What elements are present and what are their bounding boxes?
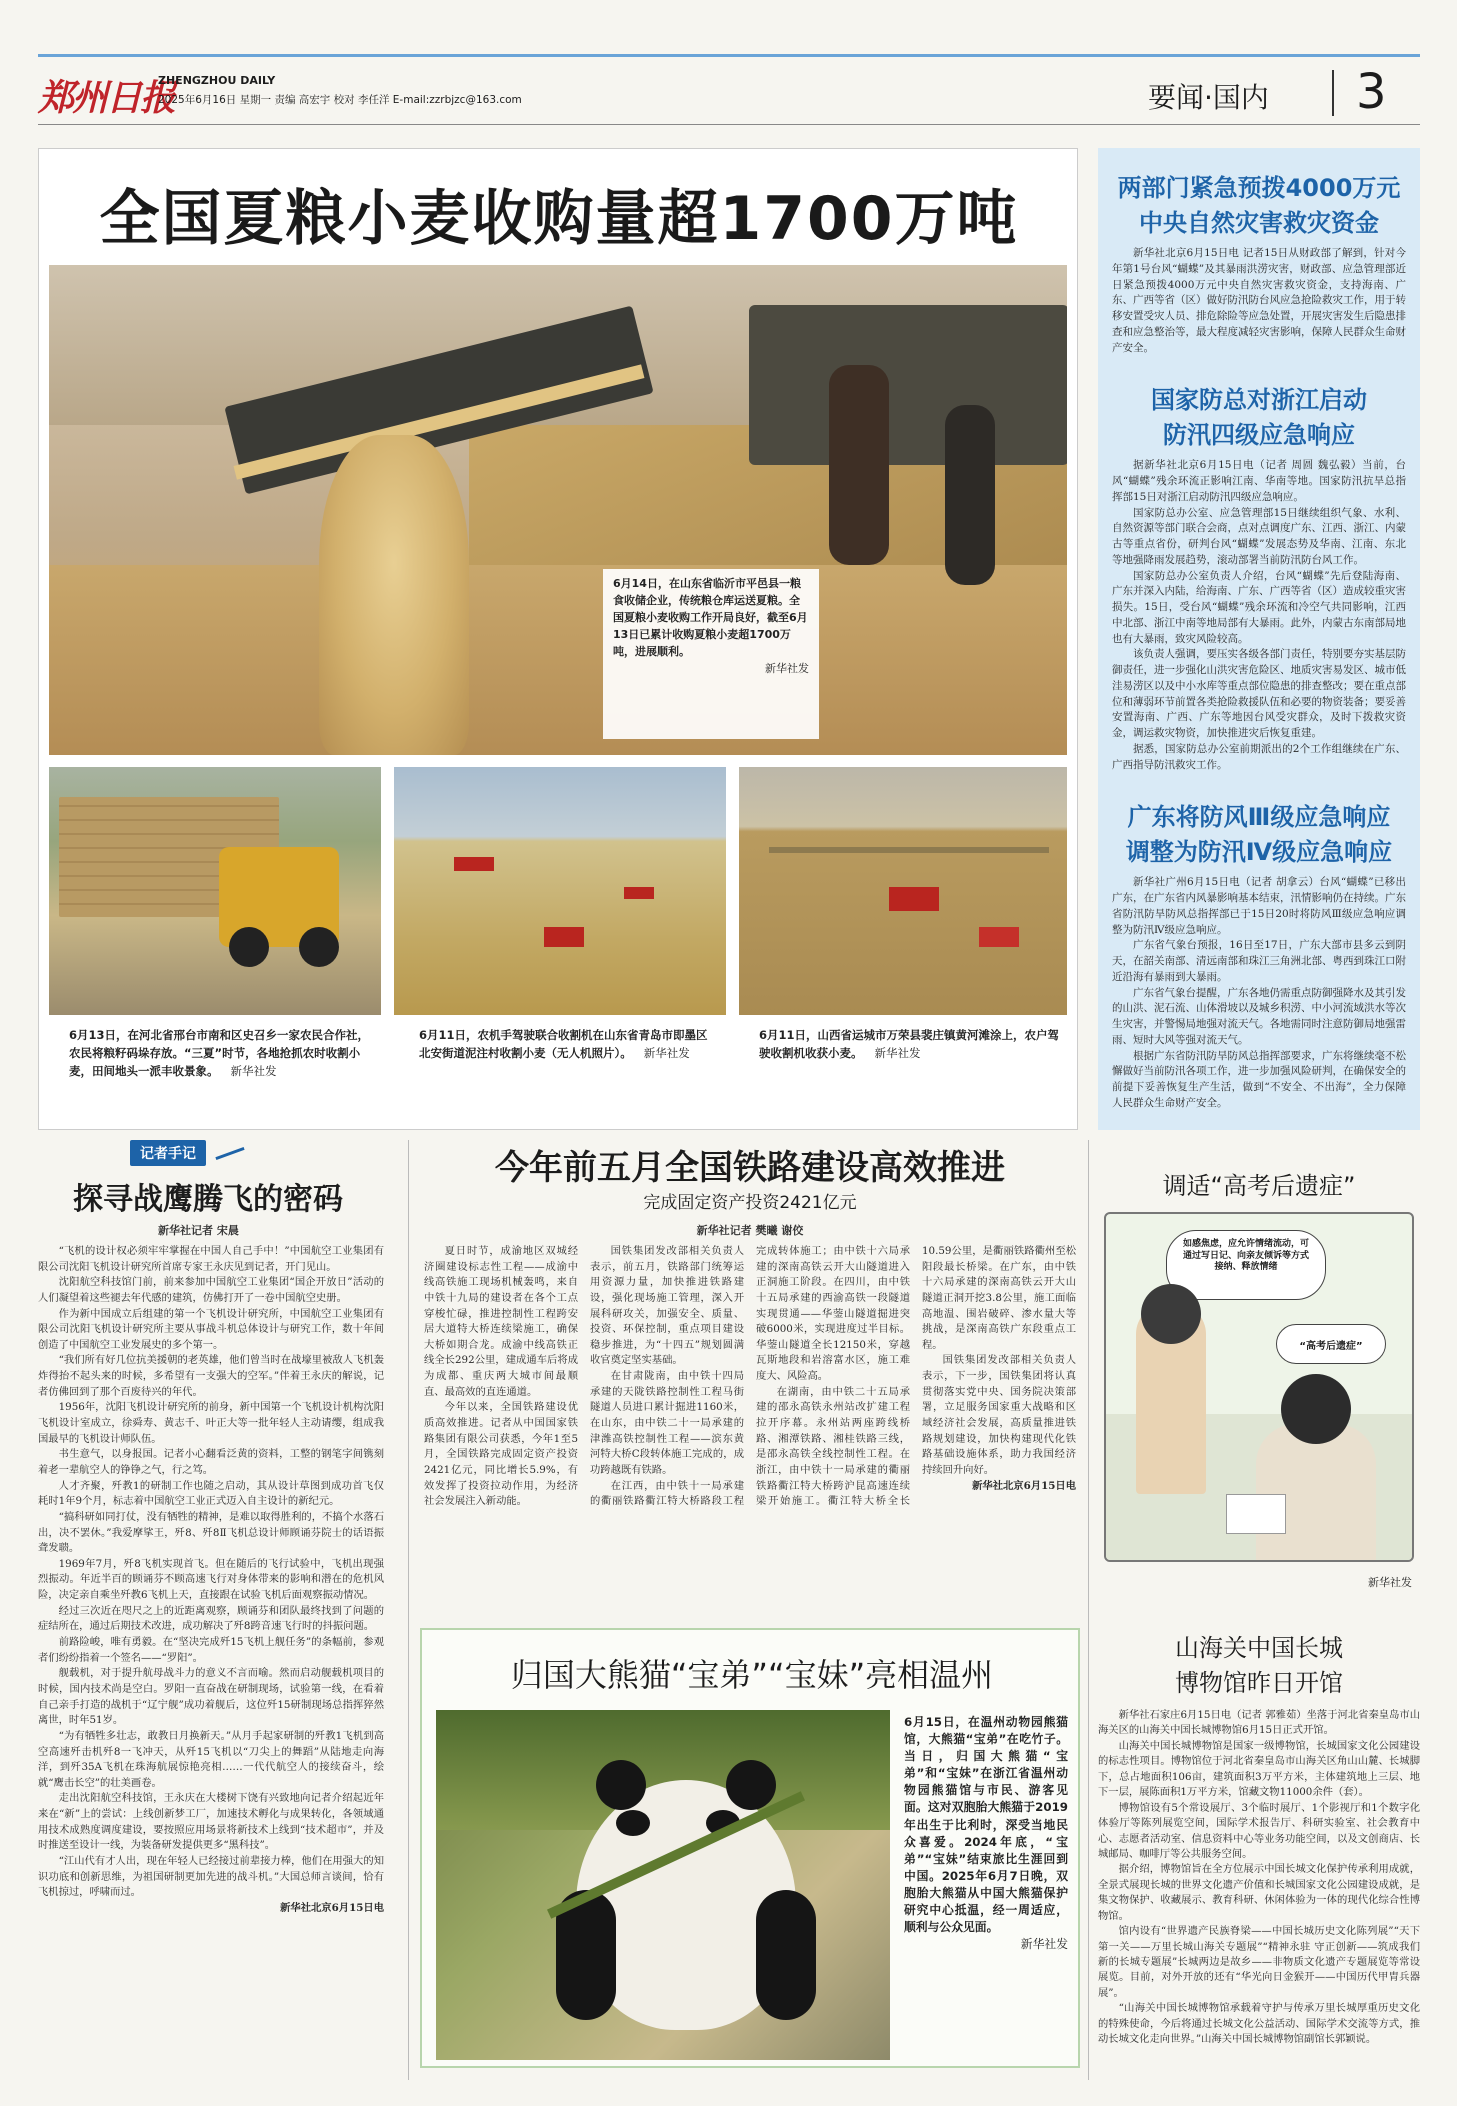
- speech-bubble: 如感焦虑，应允许情绪流动，可通过写日记、向亲友倾诉等方式接纳、释放情绪: [1166, 1230, 1326, 1300]
- main-photo-caption: 6月14日，在山东省临沂市平邑县一粮食收储企业，传统粮仓库运送夏粮。全国夏粮小麦收购工作开局良好，截至6月13日已累计收购夏粮小麦超1700万吨，进展顺利。: [613, 577, 808, 659]
- reporter-note: [38, 1140, 398, 2080]
- panda-headline: 归国大熊猫“宝弟”“宝妹”亮相温州: [510, 1656, 994, 1694]
- side3-headline-2: 调整为防汛Ⅳ级应急响应: [1125, 838, 1393, 867]
- student-figure: [1256, 1424, 1376, 1562]
- railway-byline: 新华社记者 樊曦 谢佼: [696, 1224, 804, 1237]
- greatwall-body: 新华社石家庄6月15日电（记者 郭雅茹）坐落于河北省秦皇岛市山海关区的山海关中国长城博物馆6月15日正式开馆。 山海关中国长城博物馆是国家一级博物馆，长城国家文化公园建设的标志性项目。博物馆位于河北省秦皇岛市山海关区角山山麓、长城脚下，总占地面积106亩，建筑面积3万平方米，主体建筑地上三层、地下一层，展陈面积1万平方米，馆藏文物11000余件（套）。 博物馆设有5个常设展厅、3个临时展厅、1个影视厅和1个数字化体验厅等陈列展览空间，国际学术报告厅、科研实验室、社会教育中心、志愿者活动室、信息资料中心等业务功能空间，以及文创商店、长城邮局、咖啡厅等公共服务空间。 据介绍，博物馆旨在全方位展示中国长城文化保护传承利用成就，全景式展现长城的世界文化遗产价值和长城国家文化公园建设成就，是集文物保护、收藏展示、教育科研、休闲体验为一体的现代化综合性博物馆。 馆内设有“世界遗产民族脊梁——中国长城历史文化陈列展”“天下第一关——万里长城山海关专题展”“精神永驻 守正创新——筑成我们新的长城专题展”长城两边是故乡——非物质文化遗产专题展览等常设展览。目前，对外开放的还有“华光向日金猴开——中国历代甲胄兵器展”。 “山海关中国长城博物馆承载着守护与传承万里长城厚重历史文化的特殊使命，今后将通过长城文化公益活动、国际学术交流等方式，推动长城文化走向世界。”山海关中国长城博物馆副馆长郭颖说。: [1098, 1709, 1420, 2046]
- main-photo-credit: 新华社发: [765, 662, 809, 676]
- reporter-note-body: “飞机的设计权必须牢牢掌握在中国人自己手中！”中国航空工业集团有限公司沈阳飞机设计研究所首席专家王永庆见到记者，开门见山。 沈阳航空科技馆门前，前来参加中国航空工业集团“国企开放日”活动的人们凝望着这些褪去年代感的建筑，仿佛打开了一卷中国航空史册。 作为新中国成立后组建的第一个飞机设计研究所，中国航空工业集团有限公司沈阳飞机设计研究所主要从事战斗机总体设计与研究工作，数十年间创造了中国航空工业发展史的多个第一。 “我们所有好几位抗美援朝的老英雄，他们曾当时在战壕里被敌人飞机轰炸得抬不起头来的时候，多希望有一支强大的空军。”伴着王永庆的解说，记者仿佛回到了那个百废待兴的年代。 1956年，沈阳飞机设计研究所的前身，新中国第一个飞机设计机构沈阳飞机设计室成立，徐舜寿、黄志千、叶正大等一批年轻人主动请缨，组成我国最早的飞机设计师队伍。 书生意气，以身报国。记者小心翻看泛黄的资料，工整的钢笔字间镌刻着老一辈航空人的铮铮之气，行之笃。 人才齐聚，歼教1的研制工作也随之启动，其从设计草图到成功首飞仅耗时1年9个月，标志着中国航空工业正式迈入自主设计的新纪元。 “搞科研如同打仗，没有牺牲的精神，是难以取得胜利的，不搞个水落石出，决不罢休。”我爱摩挲王，歼8、歼8Ⅱ飞机总设计师顾诵芬院士的话语振聋发聩。 1969年7月，歼8飞机实现首飞。但在随后的飞行试验中，飞机出现强烈振动。年近半百的顾诵芬不顾高速飞行对身体带来的影响和潜在的危机风险，决定亲自乘坐歼教6飞机上天，直接跟在试验飞机后面观察振动情况。 经过三次近在咫尺之上的近距离观察，顾诵芬和团队最终找到了问题的症结所在，通过后期技术改进，成功解决了歼8跨音速飞行时的抖振问题。 前路险峻，唯有勇毅。在“坚决完成歼15飞机上舰任务”的条幅前，参观者们纷纷指着一个签名——“罗阳”。 舰载机，对于提升航母战斗力的意义不言而喻。然而启动舰载机项目的时候，国内技术尚是空白。罗阳一直奋战在研制现场，试验第一线，在看着自己亲手打造的战机于“辽宁舰”成功着舰后，这位歼15研制现场总指挥猝然离世，时年51岁。 “为有牺牲多壮志，敢教日月换新天。”从月手起家研制的歼教1飞机到高空高速歼击机歼8一飞冲天，从歼15飞机以“刀尖上的舞蹈”从陆地走向海洋，到歼35A飞机在珠海航展惊艳亮相……一代代航空人的接续奋斗，绘就“鹰击长空”的壮美画卷。 走出沈阳航空科技馆，王永庆在大楼树下饶有兴致地向记者介绍起近年来在“新”上的尝试：上线创新梦工厂，加速技术孵化与成果转化，各领域通用技术成熟度调度建设，要按照应用场景将新技术上线到“技术超市”，并及时推送至设计一线，为装备研发提供更多“黑科技”。 “江山代有才人出，现在年轻人已经接过前辈接力棒，他们在用强大的知识功底和创新思维，为祖国研制更加先进的战斗机。”大国总师言谈间，恰有飞机掠过，呼啸而过。 新华社北京6月15日电: [38, 1244, 384, 1917]
- newspaper-logo: 郑州日报: [38, 77, 175, 119]
- side1-headline-1: 两部门紧急预拨4000万元: [1117, 174, 1401, 202]
- railway-subhead: 完成固定资产投资2421亿元: [643, 1193, 857, 1213]
- small-photo-1: [49, 767, 381, 1015]
- greatwall-headline-1: 山海关中国长城: [1175, 1634, 1343, 1662]
- side2-headline-2: 防汛四级应急响应: [1163, 421, 1355, 450]
- side1-headline-2: 中央自然灾害救灾资金: [1139, 209, 1379, 237]
- section-divider: [1332, 70, 1334, 116]
- gaokao-cartoon: [1098, 1140, 1420, 1620]
- small-photo-3: [739, 767, 1067, 1015]
- top-rule: [38, 54, 1420, 57]
- cartoon-frame: [1104, 1212, 1414, 1562]
- reporter-note-tag-label: 记者手记: [130, 1140, 206, 1166]
- masthead-info: 2025年6月16日 星期一 责编 高宏宇 校对 李任洋 E-mail:zzrbjzc@163.com: [158, 94, 522, 106]
- side2-body: 据新华社北京6月15日电（记者 周圆 魏弘毅）当前，台风“蝴蝶”残余环流正影响江南、华南等地。国家防汛抗旱总指挥部15日对浙江启动防汛四级应急响应。 国家防总办公室、应急管理部15日继续组织气象、水利、自然资源等部门联合会商，点对点调度广东、江西、浙江、内蒙古等重点省份，研判台风“蝴蝶”发展态势及华南、江南、东北等地强降雨发展趋势，滚动部署当前防汛防台风工作。 国家防总办公室负责人介绍，台风“蝴蝶”先后登陆海南、广东并深入内陆，给海南、广东、广西等省（区）造成较重灾害损失。15日，受台风“蝴蝶”残余环流和冷空气共同影响，江西中北部、浙江中南等地局部有大暴雨。此外，内蒙古东南部局地也有大暴雨，致灾风险较高。 该负责人强调，要压实各级各部门责任，特别要夯实基层防御责任，进一步强化山洪灾害危险区、地质灾害易发区、城市低洼易涝区以及中小水库等重点部位隐患的排查整改；要在重点部位和薄弱环节前置各类抢险救援队伍和必要的物资装备；要妥善安置海南、广西、广东等地因台风受灾群众，及时下拨救灾资金，调运救灾物资，加快推进灾后恢复重建。 据悉，国家防总办公室前期派出的2个工作组继续在广东、广西指导防汛救灾工作。: [1112, 459, 1406, 771]
- gaokao-credit: 新华社发: [1368, 1576, 1412, 1589]
- reporter-note-endline: 新华社北京6月15日电: [280, 1901, 384, 1914]
- small-photo-2: [394, 767, 726, 1015]
- section-name: 要闻·国内: [1148, 81, 1269, 114]
- masthead-en: ZHENGZHOU DAILY: [158, 74, 276, 87]
- page-number: 3: [1356, 64, 1387, 120]
- small-photo-2-caption: 6月11日，农机手驾驶联合收割机在山东省青岛市即墨区北安街道泥注村收割小麦（无人机照片）。 新华社发: [419, 1028, 708, 1060]
- sign-bubble: “高考后遗症”: [1276, 1324, 1386, 1364]
- greatwall-headline-2: 博物馆昨日开馆: [1175, 1669, 1343, 1697]
- panda-feature: [420, 1628, 1080, 2068]
- lead-feature: [38, 148, 1078, 1130]
- side2-headline-1: 国家防总对浙江启动: [1151, 386, 1367, 415]
- sidebar-news: [1098, 148, 1420, 1130]
- side1-body: 新华社北京6月15日电 记者15日从财政部了解到，针对今年第1号台风“蝴蝶”及其暴雨洪涝灾害，财政部、应急管理部近日紧急预拨4000万元中央自然灾害救灾资金，支持海南、广东、广西等省（区）做好防汛防台风应急抢险救灾工作，用于转移安置受灾人员、排危除险等应急处置，开展灾害发生后隐患排查和应急整治等，最大程度减轻灾害影响，保障人民群众生命财产安全。: [1112, 247, 1406, 354]
- small-photo-3-caption: 6月11日，山西省运城市万荣县裴庄镇黄河滩涂上，农户驾驶收割机收获小麦。 新华社发: [759, 1028, 1060, 1060]
- column-rule-left: [408, 1140, 409, 2080]
- main-photo: [49, 265, 1067, 755]
- gaokao-headline: 调适“高考后遗症”: [1162, 1172, 1356, 1200]
- railway-body: 夏日时节，成渝地区双城经济圈建设标志性工程——成渝中线高铁施工现场机械轰鸣，来自中铁十九局的建设者在各个工点穿梭忙碌，推进控制性工程跨安居大道特大桥连续梁施工，确保大桥如期合龙。成渝中线高铁正线全长292公里，建成通车后将成为成都、重庆两大城市间最顺直、最高效的直连通道。 今年以来，全国铁路建设优质高效推进。记者从中国国家铁路集团有限公司获悉，今年1至5月，全国铁路完成固定资产投资2421亿元，同比增长5.9%，有效发挥了投资拉动作用，为经济社会发展注入新动能。 国铁集团发改部相关负责人表示，前五月，铁路部门统筹运用资源力量，加快推进铁路建设，强化现场施工管理，深入开展科研攻关，加强安全、质量、投资、环保控制，重点项目建设稳步推进，为“十四五”规划圆满收官奠定坚实基础。 在甘肃陇南，由中铁十四局承建的天陇铁路控制性工程马街隧道人员进口累计掘进1160米，在山东，由中铁二十一局承建的津潍高铁控制性工程——滨东黄河特大桥C段转体施工完成的，成功跨越既有铁路。 在江西，由中铁十一局承建的衢丽铁路衢江特大桥路段工程完成转体施工；由中铁十六局承建的深南高铁云开大山隧道进入正洞施工阶段。在四川，由中铁十五局承建的西渝高铁一段隧道实现贯通——华蓥山隧道掘进突破6000米，实现进度过半目标。华蓥山隧道全长12150米，穿越瓦斯地段和岩溶富水区，施工难度大、风险高。 在湖南，由中铁二十五局承建的邵永高铁永州站改扩建工程拉开序幕。永州站两座跨线桥路、湘潭铁路、湘桂铁路三线，是邵永高铁全线控制性工程。在浙江，由中铁十一局承建的衢丽铁路衢江特大桥跨沪昆高速连续梁开始施工。衢江特大桥全长10.59公里，是衢丽铁路衢州至松阳段最长桥梁。在广东，由中铁十六局承建的深南高铁云开大山隧道正洞开挖3.8公里，施工面临高地温、围岩破碎、渗水量大等挑战，是深南高铁广东段重点工程。 国铁集团发改部相关负责人表示，下一步，国铁集团将认真贯彻落实党中央、国务院决策部署，立足服务国家重大战略和区域经济社会发展，高质量推进铁路规划建设，加快构建现代化铁路基础设施体系，助力我国经济持续回升向好。 新华社北京6月15日电: [424, 1245, 1076, 1508]
- reporter-note-tag: [130, 1140, 290, 1166]
- railway-article: [420, 1140, 1080, 1600]
- panda-caption: 6月15日，在温州动物园熊猫馆，大熊猫“宝弟”在吃竹子。当日，归国大熊猫“宝弟”和“宝妹”在浙江省温州动物园熊猫馆与市民、游客见面。这对双胞胎大熊猫于2019年出生于比利时，深受当地民众喜爱。2024年底，“宝弟”“宝妹”结束旅比生涯回到中国。2025年6月7日晚，双胞胎大熊猫从中国大熊猫保护研究中心抵温，经一周适应，顺利与公众见面。 新华社发: [904, 1715, 1068, 1952]
- column-rule-right: [1088, 1140, 1089, 2080]
- main-photo-caption-box: [603, 569, 819, 739]
- railway-endline: 新华社北京6月15日电: [972, 1479, 1076, 1492]
- greatwall-article: [1098, 1628, 1420, 2068]
- reporter-note-byline: 新华社记者 宋晨: [158, 1224, 239, 1237]
- masthead: [38, 64, 1420, 120]
- masthead-rule: [38, 124, 1420, 125]
- side3-body: 新华社广州6月15日电（记者 胡拿云）台风“蝴蝶”已移出广东，在广东省内风暴影响基本结束，汛情影响仍在持续。广东省防汛防旱防风总指挥部已于15日20时将防风Ⅲ级应急响应调整为防汛Ⅳ级应急响应。 广东省气象台预报，16日至17日，广东大部市县多云到阴天，在韶关南部、清远南部和珠江三角洲北部、粤西到珠江口附近沿海有暴雨到大暴雨。 广东省气象台提醒，广东各地仍需重点防御强降水及其引发的山洪、泥石流、山体滑坡以及城乡积涝、中小河流域洪水等次生灾害，并警惕局地强对流天气。各地需同时注意防御局地强雷雨、短时大风等强对流天气。 根据广东省防汛防旱防风总指挥部要求，广东将继续毫不松懈做好当前防汛各项工作，进一步加强风险研判，在确保安全的前提下妥善恢复生产生活，做到“不安全、不出海”，全力保障人民群众生命财产安全。: [1112, 876, 1406, 1109]
- railway-headline: 今年前五月全国铁路建设高效推进: [495, 1148, 1005, 1188]
- small-photo-1-caption: 6月13日，在河北省邢台市南和区史召乡一家农民合作社，农民将粮籽码垛存放。“三夏”时节，各地抢抓农时收割小麦，田间地头一派丰收景象。 新华社发: [69, 1028, 370, 1078]
- lead-headline: 全国夏粮小麦收购量超1700万吨: [99, 184, 1019, 254]
- side3-headline-1: 广东将防风Ⅲ级应急响应: [1127, 803, 1391, 832]
- pen-icon: [215, 1147, 244, 1160]
- panda-photo: [436, 1710, 890, 2060]
- reporter-note-headline: 探寻战鹰腾飞的密码: [73, 1182, 343, 1217]
